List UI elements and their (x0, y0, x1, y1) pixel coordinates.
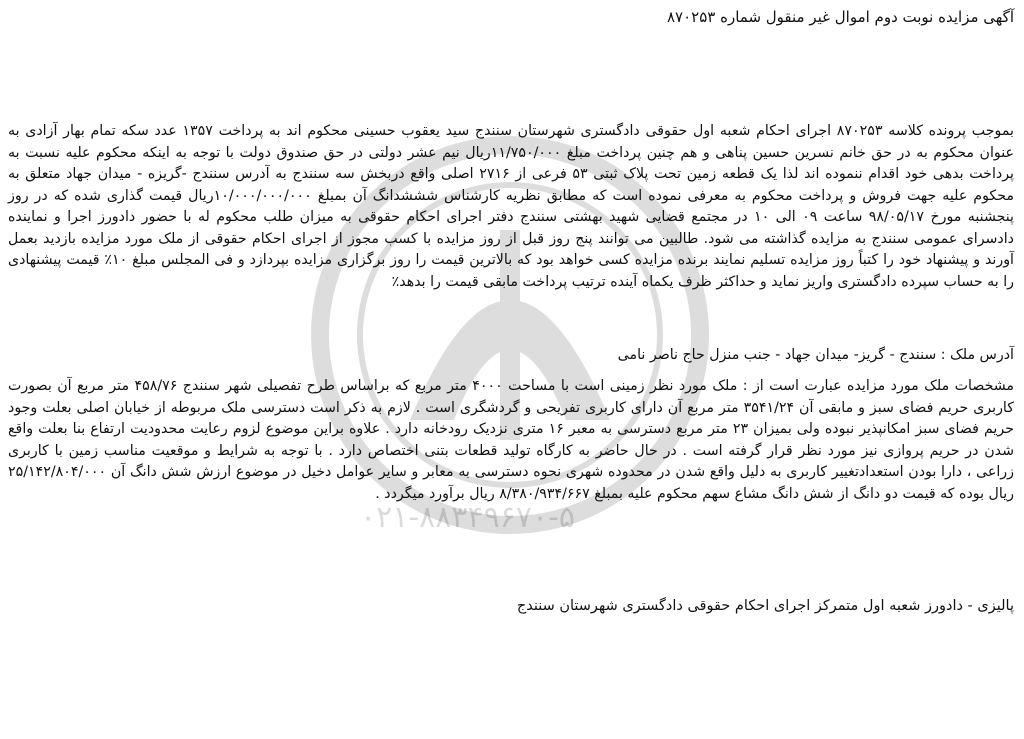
signature-footer: پالیزی - دادورز شعبه اول متمرکز اجرای احکام حقوقی دادگستری شهرستان سنندج (516, 598, 1014, 614)
property-address: آدرس ملک : سنندج - گریز- میدان جهاد - جنب منزل حاج ناصر نامی (617, 347, 1014, 363)
watermark-phone: ۰۲۱-۸۸۳۴۹۶۷۰-۵ (360, 500, 576, 535)
property-specs-paragraph: مشخصات ملک مورد مزایده عبارت است از : ملک مورد نظر زمینی است با مساحت ۴۰۰۰ متر مربع که براساس طرح تفصیلی شهر سنندج ۴۵۸/۷۶ متر مربع آن بصورت کاربری حریم فضای سبز و مابقی آن ۳۵۴۱/۲۴ متر مربع آن دارای کاربری تفریحی و گردشگری است . لازم به ذکر است دسترسی ملک مربوطه از خیابان اصلی بعلت وجود حریم فضای سبز امکانپذیر نبوده ولی بمیزان ۲۳ متر مربع دسترسی به معبر ۱۶ متری نزدیک رودخانه دارد . علاوه براین موضوع لزوم رعایت محدودیت ارتفاع بنا بعلت واقع شدن در حریم پروازی نیز مورد نظر قرار گرفته است . در حال حاضر به کارگاه تولید قطعات بتنی اختصاص دارد . با توجه به شرایط و موقعیت مناسب زمین با کاربری زراعی ، دارا بودن استعدادتغییر کاربری به دلیل واقع شدن در محدوده شهری نحوه دسترسی به معابر و سایر عوامل دخیل در موضوع ارزش شش دانگ آن ۲۵/۱۴۲/۸۰۴/۰۰۰ ریال بوده که قیمت دو دانگ از شش دانگ مشاع سهم محکوم علیه بمبلغ ۸/۳۸۰/۹۳۴/۶۶۷ ریال برآورد میگردد . (8, 378, 1015, 502)
notice-paragraph-main: بموجب پرونده کلاسه ۸۷۰۲۵۳ اجرای احکام شعبه اول حقوقی دادگستری شهرستان سنندج سید یعقوب حسینی محکوم اند به پرداخت ۱۳۵۷ عدد سکه تمام بهار آزادی به عنوان محکوم به در حق خانم نسرین حسین پناهی و هم چنین پرداخت مبلغ ۱۱/۷۵۰/۰۰۰ریال نیم عشر دولتی در حق صندوق دولت با توجه به اینکه محکوم علیه نسبت به پرداخت بدهی خود اقدام ننموده اند لذا یک قطعه زمین تحت پلاک ثبتی ۵۳ فرعی از ۲۷۱۶ اصلی واقع دربخش سه سنندج به آدرس سنندج -گریزه - میدان جهاد متعلق به محکوم علیه جهت فروش و پرداخت محکوم به معرفی نموده است که مطابق نظریه کارشناس شششدانگ آن بمبلغ ۱۰/۰۰۰/۰۰۰/۰۰۰ریال قیمت گذاری شده که در روز پنجشنبه مورخ ۹۸/۰۵/۱۷ ساعت ۰۹ الی ۱۰ در مجتمع قضایی شهید بهشتی سنندج دفتر اجرای احکام حقوقی به میزان طلب محکوم له با حضور دادورز اجرا و نماینده دادسرای عمومی سنندج به مزایده گذاشته می شود. طالبین می توانند پنج روز قبل از روز مزایده با کسب مجوز از اجرای احکام حقوقی از ملک مورد مزایده بازدید بعمل آورند و پیشنهاد خود را کتباً روز مزایده تسلیم نمایند برنده مزایده کسی خواهد بود که بالاترین قیمت را روز برگزاری مزایده بپردازد و فی المجلس مبلغ ۱۰٪ قیمت پیشنهادی را به حساب سپرده دادگستری واریز نماید و حداکثر ظرف یکماه آینده ترتیب پرداخت مابقی قیمت را بدهد٪ (8, 123, 1015, 290)
notice-title: آگهی مزایده نوبت دوم اموال غیر منقول شماره ۸۷۰۲۵۳ (666, 8, 1014, 26)
